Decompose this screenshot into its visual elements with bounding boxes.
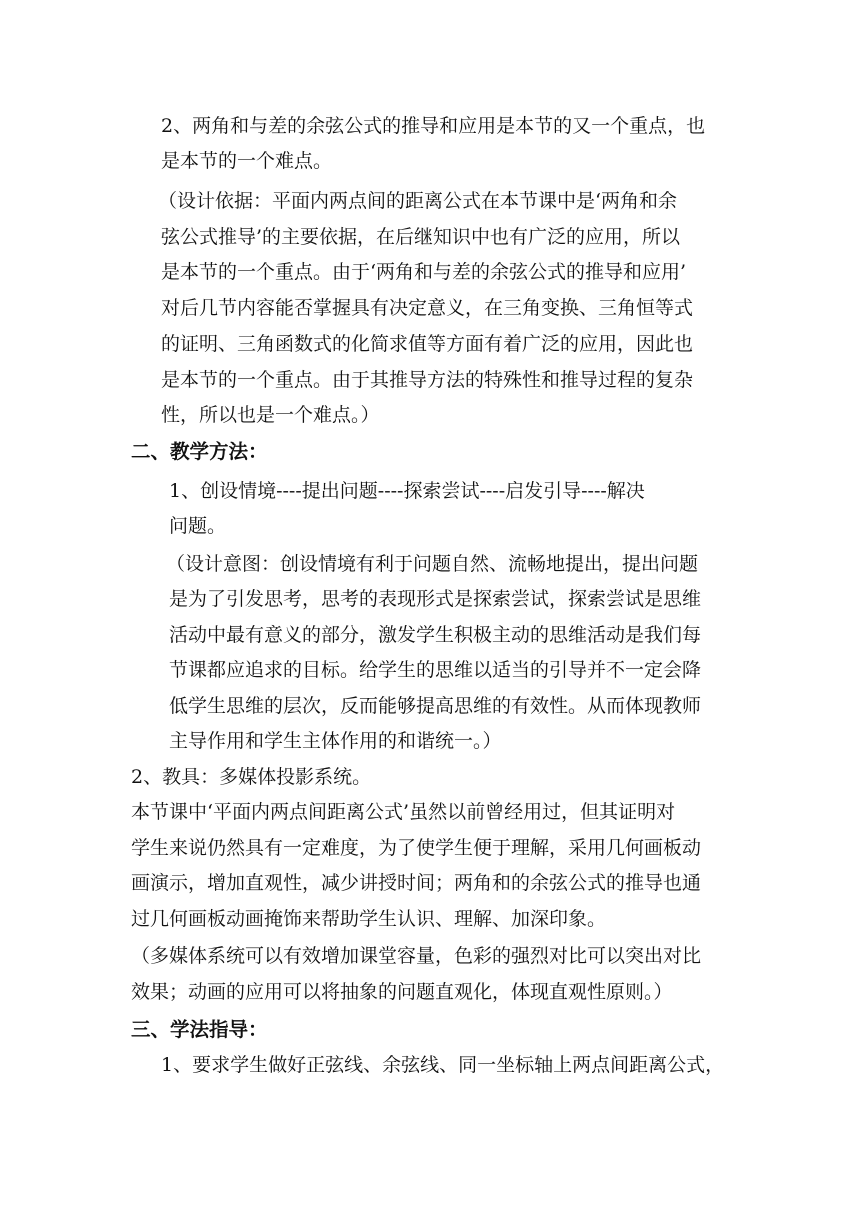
text-line: 活动中最有意义的部分，激发学生积极主动的思维活动是我们每	[169, 624, 702, 646]
text-line: 过几何画板动画掩饰来帮助学生认识、理解、加深印象。	[131, 908, 607, 930]
text-line: 1、要求学生做好正弦线、余弦线、同一坐标轴上两点间距离公式，	[161, 1054, 725, 1076]
text-line: 节课都应追求的目标。给学生的思维以适当的引导并不一定会降	[169, 659, 702, 681]
text-line: 2、两角和与差的余弦公式的推导和应用是本节的又一个重点，也	[161, 115, 706, 137]
text-line: 画演示，增加直观性，减少讲授时间；两角和的余弦公式的推导也通	[131, 872, 702, 894]
section-heading: 三、学法指导：	[131, 1018, 268, 1041]
section-heading: 二、教学方法：	[131, 440, 268, 463]
text-line: 的证明、三角函数式的化简求值等方面有着广泛的应用，因此也	[161, 333, 694, 355]
text-line: （设计依据：平面内两点间的距离公式在本节课中是‘两角和余	[158, 190, 678, 212]
text-line: 弦公式推导’的主要依据，在后继知识中也有广泛的应用，所以	[161, 226, 681, 248]
text-line: 主导作用和学生主体作用的和谐统一。）	[169, 730, 502, 752]
text-line: 学生来说仍然具有一定难度，为了使学生便于理解，采用几何画板动	[131, 837, 702, 859]
text-line: 效果；动画的应用可以将抽象的问题直观化，体现直观性原则。）	[131, 981, 673, 1003]
text-line: 问题。	[169, 515, 227, 537]
text-line: 是本节的一个重点。由于其推导方法的特殊性和推导过程的复杂	[161, 369, 694, 391]
text-line: （设计意图：创设情境有利于问题自然、流畅地提出，提出问题	[166, 553, 699, 575]
text-line: 是本节的一个难点。	[161, 150, 333, 172]
text-line: 性，所以也是一个难点。）	[161, 404, 380, 426]
text-line: （多媒体系统可以有效增加课堂容量，色彩的强烈对比可以突出对比	[131, 945, 702, 967]
text-line: 是本节的一个重点。由于‘两角和与差的余弦公式的推导和应用’	[161, 261, 687, 283]
text-line: 低学生思维的层次，反而能够提高思维的有效性。从而体现教师	[169, 695, 702, 717]
text-line: 本节课中‘平面内两点间距离公式’虽然以前曾经用过，但其证明对	[131, 801, 676, 823]
text-line: 1、创设情境----提出问题----探索尝试----启发引导----解决	[169, 480, 645, 502]
text-line: 对后几节内容能否掌握具有决定意义，在三角变换、三角恒等式	[161, 297, 694, 319]
text-line: 是为了引发思考，思考的表现形式是探索尝试，探索尝试是思维	[169, 588, 702, 610]
text-line: 2、教具：多媒体投影系统。	[131, 766, 372, 788]
